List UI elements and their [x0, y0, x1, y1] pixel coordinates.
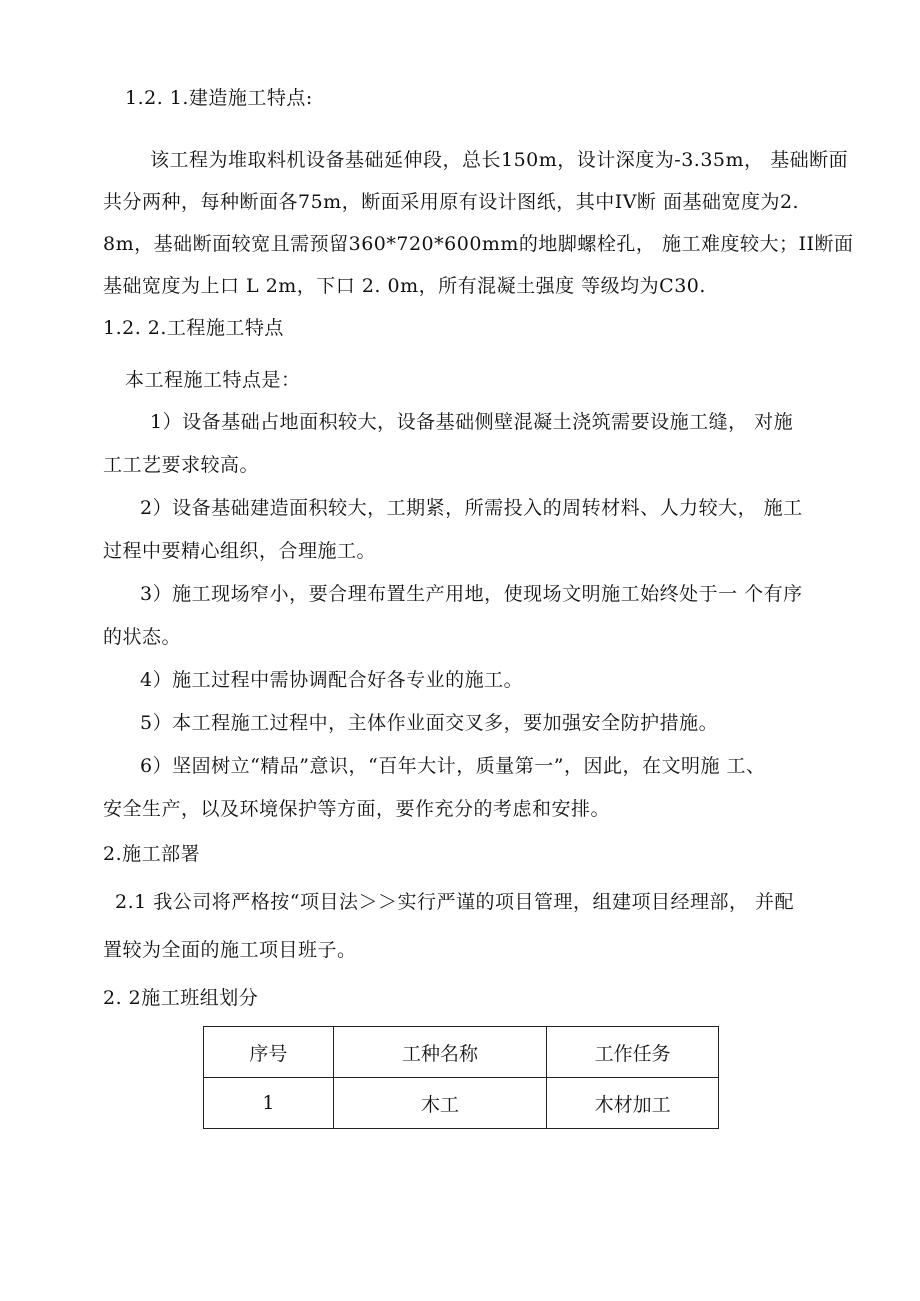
- list-item-line: 4）施工过程中需协调配合好各专业的施工。: [140, 669, 524, 691]
- section-1-2-2-intro: 本工程施工特点是：: [125, 369, 301, 391]
- header-cell: 序号: [204, 1027, 334, 1078]
- table-header-row: [204, 1027, 719, 1078]
- table-cell: 木材加工: [547, 1078, 719, 1129]
- table-row: [204, 1078, 719, 1129]
- paragraph-line: 该工程为堆取料机设备基础延伸段，总长150m，设计深度为-3.35m， 基础断面: [150, 149, 849, 171]
- paragraph-line: 置较为全面的施工项目班子。: [103, 939, 357, 961]
- list-item-line: 5）本工程施工过程中，主体作业面交叉多，要加强安全防护措施。: [140, 712, 719, 734]
- crew-table: [203, 1026, 719, 1129]
- list-item-line: 6）坚固树立“精品”意识，“百年大计，质量第一”，因此，在文明施 工、: [140, 755, 766, 777]
- section-1-2-2-heading: 1.2. 2.工程施工特点: [103, 317, 284, 339]
- section-1-2-1-heading: 1.2. 1.建造施工特点:: [125, 87, 313, 109]
- list-item-line: 工工艺要求较高。: [103, 454, 260, 476]
- list-item-line: 安全生产，以及环境保护等方面，要作充分的考虑和安排。: [103, 798, 611, 820]
- paragraph-line: 8m，基础断面较宽且需预留360*720*600mm的地脚螺栓孔， 施工难度较大；II断面: [103, 233, 854, 255]
- paragraph-line: 基础宽度为上口 L 2m，下口 2. 0m，所有混凝土强度 等级均为C30.: [103, 275, 706, 297]
- paragraph-line: 共分两种，每种断面各75m，断面采用原有设计图纸，其中IV断 面基础宽度为2.: [103, 191, 800, 213]
- section-2-heading: 2.施工部署: [103, 843, 201, 865]
- list-item-line: 3）施工现场窄小，要合理布置生产用地，使现场文明施工始终处于一 个有序: [140, 583, 803, 605]
- paragraph-line: 2.1 我公司将严格按“项目法＞＞实行严谨的项目管理，组建项目经理部， 并配: [115, 891, 795, 913]
- table-cell: 1: [204, 1078, 334, 1129]
- table-cell: 木工: [333, 1078, 547, 1129]
- list-item-line: 过程中要精心组织，合理施工。: [103, 540, 377, 562]
- section-2-2-heading: 2. 2施工班组划分: [103, 987, 259, 1009]
- list-item-line: 1）设备基础占地面积较大，设备基础侧壁混凝土浇筑需要设施工缝， 对施: [150, 411, 794, 433]
- list-item-line: 2）设备基础建造面积较大，工期紧，所需投入的周转材料、人力较大， 施工: [140, 497, 803, 519]
- list-item-line: 的状态。: [103, 626, 182, 648]
- header-cell: 工作任务: [547, 1027, 719, 1078]
- header-cell: 工种名称: [333, 1027, 547, 1078]
